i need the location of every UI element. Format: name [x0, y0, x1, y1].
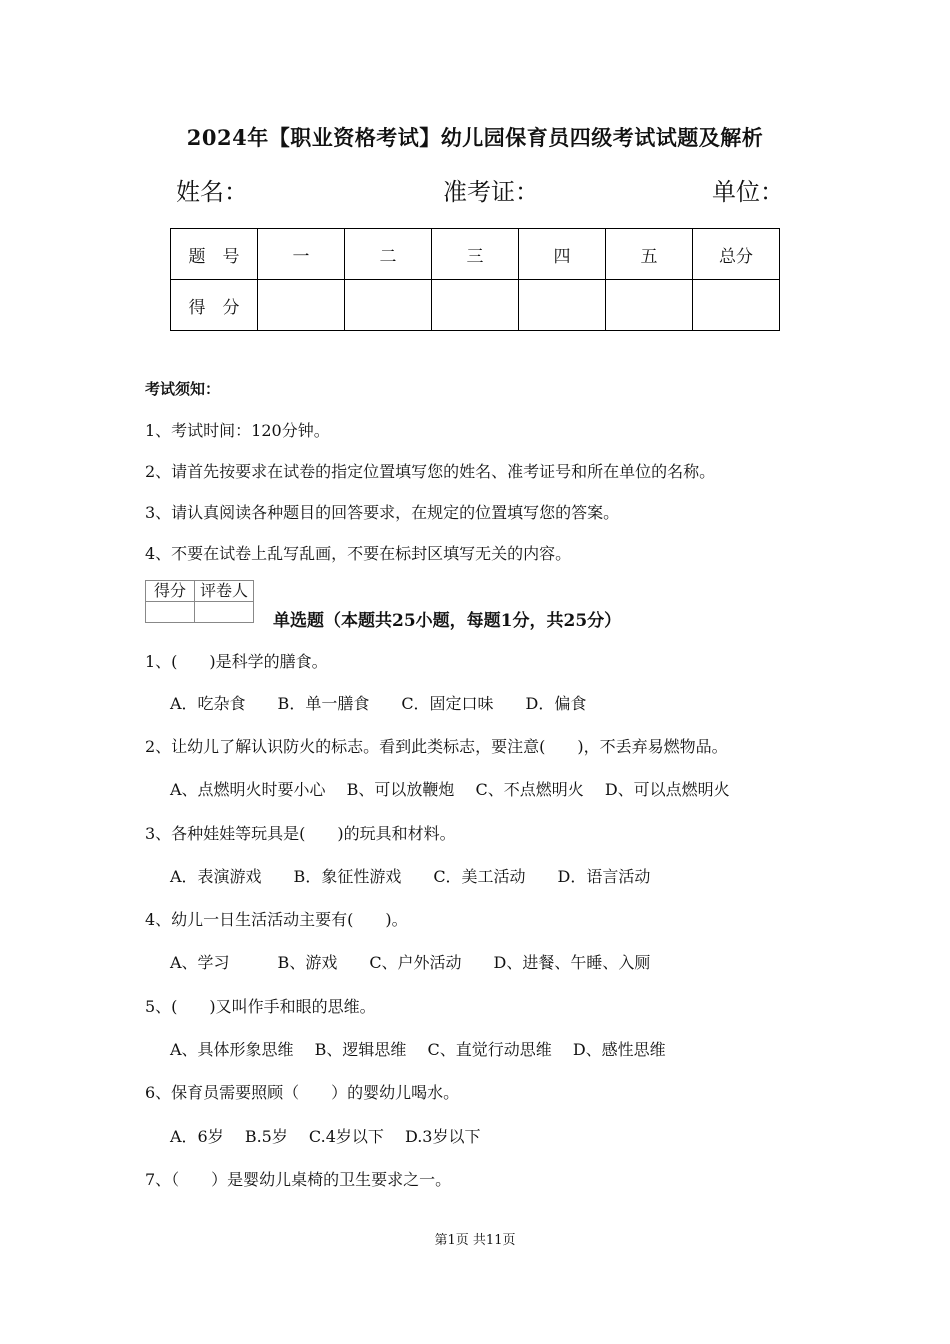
score-cell[interactable]	[432, 280, 519, 331]
score-header-cell: 题 号	[171, 229, 258, 280]
question-stem: 7、（ ）是婴幼儿桌椅的卫生要求之一。	[145, 1170, 452, 1189]
score-header-cell: 一	[258, 229, 345, 280]
question-stem: 2、让幼儿了解认识防火的标志。看到此类标志，要注意( )，不丢弃易燃物品。	[145, 737, 728, 756]
score-table-score-row	[171, 280, 780, 331]
score-row-label: 得 分	[171, 280, 258, 331]
question-options: A．吃杂食 B．单一膳食 C．固定口味 D．偏食	[170, 694, 587, 713]
score-table	[170, 228, 780, 331]
grader-label: 评卷人	[195, 581, 254, 602]
page-footer: 第1页 共11页	[434, 1233, 516, 1248]
score-header-cell: 三	[432, 229, 519, 280]
score-header-cell: 五	[606, 229, 693, 280]
score-header-cell: 总分	[693, 229, 780, 280]
score-cell[interactable]	[258, 280, 345, 331]
question-options: A．6岁 B.5岁 C.4岁以下 D.3岁以下	[170, 1127, 481, 1146]
question-options: A．表演游戏 B．象征性游戏 C．美工活动 D．语言活动	[170, 867, 651, 886]
grader-score-cell[interactable]	[146, 602, 195, 623]
score-cell[interactable]	[693, 280, 780, 331]
question-stem: 3、各种娃娃等玩具是( )的玩具和材料。	[145, 824, 456, 843]
exam-number-field-label: 准考证：	[443, 178, 539, 206]
grader-score-label: 得分	[146, 581, 195, 602]
notice-item: 3、请认真阅读各种题目的回答要求，在规定的位置填写您的答案。	[145, 503, 620, 522]
page-title: 2024年【职业资格考试】幼儿园保育员四级考试试题及解析	[186, 125, 764, 150]
unit-field-label: 单位：	[712, 178, 784, 206]
score-table-header-row	[171, 229, 780, 280]
score-header-cell: 四	[519, 229, 606, 280]
score-header-cell: 二	[345, 229, 432, 280]
question-stem: 6、保育员需要照顾（ ）的婴幼儿喝水。	[145, 1083, 460, 1102]
question-options: A、具体形象思维 B、逻辑思维 C、直觉行动思维 D、感性思维	[170, 1040, 666, 1059]
notice-heading: 考试须知：	[145, 380, 221, 398]
grader-name-cell[interactable]	[195, 602, 254, 623]
score-cell[interactable]	[606, 280, 693, 331]
notice-item: 1、考试时间：120分钟。	[145, 421, 330, 440]
name-field-label: 姓名：	[176, 178, 248, 206]
question-options: A、点燃明火时要小心 B、可以放鞭炮 C、不点燃明火 D、可以点燃明火	[170, 780, 730, 799]
question-stem: 1、( )是科学的膳食。	[145, 652, 328, 671]
question-stem: 4、幼儿一日生活活动主要有( )。	[145, 910, 408, 929]
score-cell[interactable]	[345, 280, 432, 331]
section-title: 单选题（本题共25小题，每题1分，共25分）	[273, 611, 622, 631]
notice-item: 2、请首先按要求在试卷的指定位置填写您的姓名、准考证号和所在单位的名称。	[145, 462, 716, 481]
score-cell[interactable]	[519, 280, 606, 331]
grader-table	[145, 580, 254, 623]
notice-item: 4、不要在试卷上乱写乱画，不要在标封区填写无关的内容。	[145, 544, 572, 563]
question-options: A、学习 B、游戏 C、户外活动 D、进餐、午睡、入厕	[170, 953, 651, 972]
question-stem: 5、( )又叫作手和眼的思维。	[145, 997, 376, 1016]
